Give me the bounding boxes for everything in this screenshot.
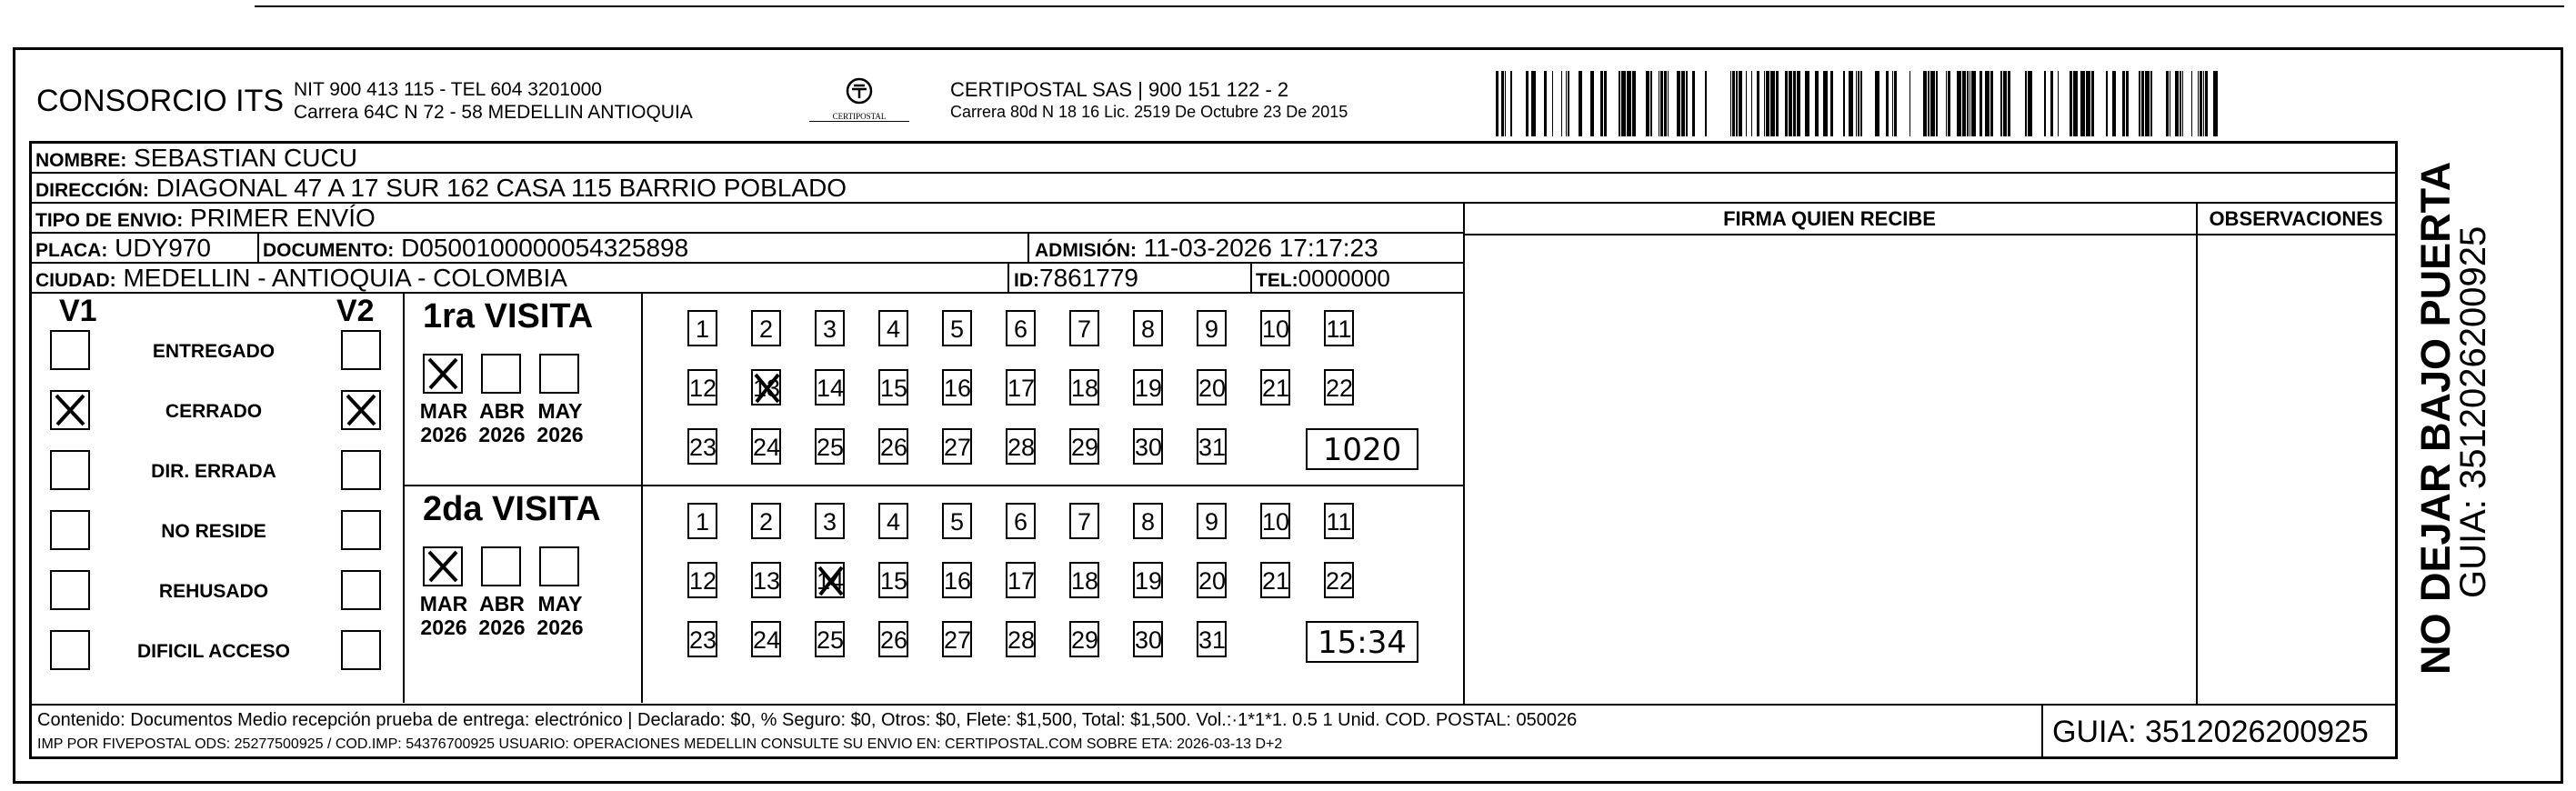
barcode-bar [1730, 71, 1731, 136]
direccion-value: DIAGONAL 47 A 17 SUR 162 CASA 115 BARRIO POBLADO [155, 174, 847, 202]
tel-label: TEL: [1256, 270, 1298, 291]
barcode-bar [2058, 71, 2059, 136]
status-area [32, 294, 1463, 703]
row-nombre [32, 144, 2396, 174]
day-box[interactable]: 7 [1069, 503, 1099, 539]
barcode-bar [1785, 71, 1788, 136]
barcode-bar [1928, 71, 1929, 136]
x-mark-icon [52, 392, 88, 428]
day-box[interactable]: 8 [1133, 503, 1163, 539]
barcode-bar [1692, 71, 1695, 136]
status-label: DIR. ERRADA [151, 461, 276, 482]
divider [1007, 264, 1009, 294]
day-box[interactable]: 27 [942, 621, 972, 657]
status-label: CERRADO [165, 401, 263, 422]
barcode-bar [2000, 71, 2002, 136]
barcode-bar [1757, 71, 1759, 136]
barcode-bar [1686, 71, 1688, 136]
divider [403, 485, 1463, 486]
day-box[interactable]: 19 [1133, 562, 1163, 598]
v2-checkbox[interactable] [341, 510, 381, 550]
month-year: 2026 [420, 616, 467, 639]
v2-label: V2 [336, 294, 375, 328]
month-year: 2026 [478, 616, 526, 639]
barcode-bar [1561, 71, 1562, 136]
day-box[interactable]: 2 [751, 503, 781, 539]
barcode-bar [1764, 71, 1765, 136]
barcode-bar [2145, 71, 2150, 136]
day-box[interactable]: 12 [687, 562, 717, 598]
barcode-bar [1967, 71, 1969, 136]
documento-value: D0500100000054325898 [401, 234, 689, 262]
company-address: Carrera 64C N 72 - 58 MEDELLIN ANTIOQUIA [294, 102, 693, 123]
day-box[interactable]: 1 [687, 310, 717, 346]
day-box[interactable]: 28 [1006, 428, 1036, 465]
day-box[interactable]: 9 [1197, 310, 1227, 346]
day-box[interactable]: 21 [1260, 369, 1290, 406]
tel-value: 0000000 [1298, 265, 1390, 292]
id-cell [1014, 264, 1138, 295]
barcode-bar [1930, 71, 1935, 136]
divider [641, 294, 643, 703]
x-mark-icon [425, 355, 461, 392]
logo-text: CERTIPOSTAL [809, 112, 909, 122]
day-box[interactable]: 30 [1133, 621, 1163, 657]
admision-label: ADMISIÓN: [1035, 240, 1137, 261]
barcode-bar [1531, 71, 1536, 136]
barcode-bar [2203, 71, 2204, 136]
nombre-label: NOMBRE: [35, 150, 127, 171]
month-checkbox[interactable] [481, 546, 521, 586]
id-label: ID: [1014, 270, 1039, 291]
month-checkbox[interactable] [481, 354, 521, 394]
day-box[interactable]: 26 [878, 428, 908, 465]
month-label [474, 592, 530, 639]
admision-value: 11-03-2026 17:17:23 [1143, 234, 1378, 262]
barcode-bar [1948, 71, 1950, 136]
month-label [532, 399, 588, 446]
barcode-bar [1980, 71, 1982, 136]
barcode-bar [1668, 71, 1669, 136]
barcode-bar [1797, 71, 1800, 136]
day-box[interactable]: 31 [1197, 621, 1227, 657]
barcode-bar [1946, 71, 1947, 136]
month-year: 2026 [420, 423, 467, 446]
day-box[interactable]: 29 [1069, 428, 1099, 465]
barcode-bar [1746, 71, 1747, 136]
barcode-bar [1501, 71, 1504, 136]
barcode-bar [1664, 71, 1667, 136]
day-box[interactable]: 21 [1260, 562, 1290, 598]
row-ciudad [32, 264, 1463, 294]
barcode-bar [1590, 71, 1594, 136]
barcode-bar [1646, 71, 1649, 136]
barcode-bar [2175, 71, 2179, 136]
day-box[interactable]: 11 [1324, 310, 1354, 346]
v2-checkbox[interactable] [341, 450, 381, 490]
ciudad-value: MEDELLIN - ANTIOQUIA - COLOMBIA [123, 264, 567, 292]
barcode-bar [1619, 71, 1620, 136]
day-box[interactable]: 13 [751, 562, 781, 598]
barcode-bar [2086, 71, 2090, 136]
month-year: 2026 [536, 423, 584, 446]
barcode-bar [2205, 71, 2208, 136]
barcode-bar [2180, 71, 2181, 136]
month-checkbox[interactable] [423, 546, 463, 586]
barcode-bar [2182, 71, 2183, 136]
observations-area[interactable] [2198, 235, 2396, 702]
divider [403, 294, 405, 703]
barcode-bar [2166, 71, 2169, 136]
barcode-bar [1600, 71, 1603, 136]
day-box[interactable]: 5 [942, 503, 972, 539]
id-value: 7861779 [1039, 264, 1139, 292]
barcode-bar [2050, 71, 2053, 136]
v1-checkbox[interactable] [50, 630, 90, 670]
day-box[interactable]: 4 [878, 310, 908, 346]
barcode-bar [2191, 71, 2192, 136]
x-mark-icon [425, 548, 461, 585]
barcode-bar [1776, 71, 1779, 136]
divider [1250, 264, 1252, 294]
day-box[interactable]: 12 [687, 369, 717, 406]
time-box[interactable]: 15:34 [1306, 621, 1418, 663]
day-box[interactable]: 25 [815, 428, 845, 465]
company-name: CONSORCIO ITS [36, 84, 285, 118]
month-name: MAR [419, 399, 468, 423]
visit-title: 1ra VISITA [423, 297, 594, 335]
barcode-bar [2080, 71, 2085, 136]
day-box[interactable]: 31 [1197, 428, 1227, 465]
side-guia: GUIA: 3512026200925 [2453, 225, 2493, 598]
tel-cell [1256, 264, 1390, 295]
ciudad-label: CIUDAD: [35, 270, 116, 291]
day-box[interactable]: 4 [878, 503, 908, 539]
barcode-bar [1751, 71, 1752, 136]
direccion-label: DIRECCIÓN: [35, 180, 149, 201]
documento-cell [263, 234, 688, 265]
status-label: REHUSADO [158, 581, 269, 602]
month-checkbox[interactable] [539, 546, 579, 586]
x-mark-icon [343, 392, 379, 428]
barcode-bar [1923, 71, 1927, 136]
placa-label: PLACA: [35, 240, 108, 261]
barcode-bar [1496, 71, 1498, 136]
barcode-bar [1990, 71, 1993, 136]
barcode-bar [1510, 71, 1512, 136]
barcode-bar [1681, 71, 1685, 136]
v1-checkbox[interactable] [50, 570, 90, 610]
barcode-bar [1909, 71, 1910, 136]
day-box[interactable]: 14 [815, 562, 845, 598]
footer-content: Contenido: Documentos Medio recepción prueba de entrega: electrónico | Declarado: $0, % Seguro: $0, Otros: $0, Flete: $1,500, Total: $1,500. Vol.:·1*1*1. 0.5 1 Unid. COD. POSTAL: 050026 [37, 710, 1578, 730]
v1-label: V1 [59, 294, 97, 328]
barcode-bar [1985, 71, 1990, 136]
barcode-bar [2141, 71, 2144, 136]
status-label: DIFICIL ACCESO [136, 641, 290, 662]
day-box[interactable]: 28 [1006, 621, 1036, 657]
carrier-info [950, 78, 1348, 124]
v1-checkbox[interactable] [50, 330, 90, 370]
barcode-bar [1632, 71, 1636, 136]
barcode-bar [2025, 71, 2027, 136]
barcode-bar [2003, 71, 2007, 136]
barcode-bar [2106, 71, 2108, 136]
barcode-bar [1886, 71, 1889, 136]
barcode-bar [1892, 71, 1893, 136]
barcode-bar [1660, 71, 1663, 136]
signature-area[interactable] [1465, 235, 2194, 702]
barcode-bar [1604, 71, 1607, 136]
x-mark-icon [753, 371, 781, 406]
day-box[interactable]: 3 [815, 503, 845, 539]
day-box[interactable]: 11 [1324, 503, 1354, 539]
v1-checkbox[interactable] [50, 510, 90, 550]
placa-value: UDY970 [115, 234, 211, 262]
month-year: 2026 [536, 616, 584, 639]
v2-checkbox[interactable] [341, 630, 381, 670]
observaciones-label: OBSERVACIONES [2209, 207, 2383, 230]
barcode-bar [2028, 71, 2032, 136]
day-box[interactable]: 1 [687, 503, 717, 539]
guide-form [29, 141, 2398, 759]
barcode-bar [1793, 71, 1796, 136]
month-name: ABR [479, 399, 525, 423]
divider [257, 234, 259, 264]
day-box[interactable]: 16 [942, 369, 972, 406]
barcode-bar [1936, 71, 1938, 136]
barcode-bar [2200, 71, 2202, 136]
barcode-bar [1526, 71, 1529, 136]
barcode-bar [1875, 71, 1879, 136]
day-box[interactable]: 17 [1006, 369, 1036, 406]
barcode-bar [1856, 71, 1857, 136]
barcode-bar [1858, 71, 1859, 136]
footer-imp: IMP POR FIVEPOSTAL ODS: 25277500925 / COD.IMP: 54376700925 USUARIO: OPERACIONES MEDELLIN CONSULTE SU ENVIO EN: CERTIPOSTAL.COM SOBRE ETA: 2026-03-13 D+2 [37, 736, 1283, 752]
day-box[interactable]: 13 [751, 369, 781, 406]
barcode-bar [1962, 71, 1966, 136]
day-box[interactable]: 20 [1197, 562, 1227, 598]
barcode-bar [1739, 71, 1742, 136]
barcode-bar [1860, 71, 1862, 136]
barcode-bar [2126, 71, 2129, 136]
barcode [1496, 71, 2223, 136]
day-box[interactable]: 18 [1069, 562, 1099, 598]
v2-checkbox[interactable] [341, 570, 381, 610]
barcode-bar [1544, 71, 1547, 136]
row-direccion [32, 174, 2396, 204]
month-name: MAY [537, 399, 583, 423]
barcode-bar [2139, 71, 2140, 136]
documento-label: DOCUMENTO: [263, 240, 395, 261]
barcode-bar [1849, 71, 1853, 136]
divider [2041, 704, 2043, 759]
barcode-bar [1843, 71, 1845, 136]
day-box[interactable]: 22 [1324, 369, 1354, 406]
barcode-bar [2073, 71, 2078, 136]
day-box[interactable]: 17 [1006, 562, 1036, 598]
day-box[interactable]: 25 [815, 621, 845, 657]
day-box[interactable]: 7 [1069, 310, 1099, 346]
barcode-bar [1621, 71, 1626, 136]
status-label: NO RESIDE [161, 521, 266, 542]
barcode-bar [1627, 71, 1631, 136]
barcode-bar [1579, 71, 1582, 136]
carrier-name: CERTIPOSTAL SAS | 900 151 122 - 2 [950, 78, 1289, 101]
month-checkbox[interactable] [423, 354, 463, 394]
divider [1027, 234, 1029, 264]
day-box[interactable]: 6 [1006, 310, 1036, 346]
barcode-bar [1505, 71, 1506, 136]
day-box[interactable]: 6 [1006, 503, 1036, 539]
day-box[interactable]: 20 [1197, 369, 1227, 406]
v1-checkbox[interactable] [50, 450, 90, 490]
day-box[interactable]: 14 [815, 369, 845, 406]
v2-checkbox[interactable] [341, 330, 381, 370]
month-label [416, 592, 472, 639]
barcode-bar [2213, 71, 2218, 136]
barcode-bar [1650, 71, 1652, 136]
admision-cell [1035, 234, 1378, 265]
barcode-bar [2091, 71, 2094, 136]
nombre-value: SEBASTIAN CUCU [134, 144, 357, 172]
day-box[interactable]: 23 [687, 428, 717, 465]
time-box[interactable]: 1020 [1306, 428, 1418, 470]
day-box[interactable]: 15 [878, 562, 908, 598]
barcode-bar [1677, 71, 1680, 136]
side-warning: NO DEJAR BAJO PUERTA [2412, 161, 2459, 675]
barcode-bar [2122, 71, 2125, 136]
tipo-label: TIPO DE ENVIO: [35, 210, 184, 231]
day-box[interactable]: 24 [751, 428, 781, 465]
top-rule [255, 5, 2564, 7]
carrier-address: Carrera 80d N 18 16 Lic. 2519 De Octubre 23 De 2015 [950, 103, 1348, 121]
day-box[interactable]: 26 [878, 621, 908, 657]
day-box[interactable]: 2 [751, 310, 781, 346]
day-box[interactable]: 9 [1197, 503, 1227, 539]
carrier-logo [809, 76, 909, 122]
v1-checkbox[interactable] [50, 390, 90, 430]
month-name: ABR [479, 592, 525, 616]
month-name: MAY [537, 592, 583, 616]
barcode-bar [2070, 71, 2072, 136]
barcode-bar [1957, 71, 1961, 136]
barcode-bar [1766, 71, 1769, 136]
month-checkbox[interactable] [539, 354, 579, 394]
barcode-bar [2112, 71, 2116, 136]
x-mark-icon [817, 564, 845, 598]
visit-title: 2da VISITA [423, 490, 601, 528]
barcode-bar [2044, 71, 2046, 136]
barcode-bar [1568, 71, 1569, 136]
row-tipo [32, 204, 1463, 234]
status-label: ENTREGADO [152, 341, 276, 362]
day-box[interactable]: 15 [878, 369, 908, 406]
barcode-bar [1736, 71, 1738, 136]
barcode-bar [1971, 71, 1976, 136]
day-box[interactable]: 16 [942, 562, 972, 598]
barcode-bar [1830, 71, 1833, 136]
company-info [294, 78, 693, 124]
barcode-bar [1823, 71, 1828, 136]
footer-guia: GUIA: 3512026200925 [2052, 715, 2369, 749]
firma-label: FIRMA QUIEN RECIBE [1723, 207, 1936, 230]
day-box[interactable]: 5 [942, 310, 972, 346]
barcode-bar [1552, 71, 1553, 136]
tipo-value: PRIMER ENVÍO [189, 204, 376, 232]
barcode-bar [1732, 71, 1735, 136]
barcode-bar [1566, 71, 1567, 136]
month-year: 2026 [478, 423, 526, 446]
month-label [474, 399, 530, 446]
carrier-logo-icon [841, 76, 877, 107]
day-box[interactable]: 8 [1133, 310, 1163, 346]
company-nit: NIT 900 413 115 - TEL 604 3201000 [294, 79, 602, 100]
day-box[interactable]: 23 [687, 621, 717, 657]
barcode-bar [1789, 71, 1792, 136]
barcode-bar [2008, 71, 2010, 136]
month-label [532, 592, 588, 639]
barcode-bar [1894, 71, 1897, 136]
barcode-bar [1705, 71, 1707, 136]
day-box[interactable]: 10 [1260, 503, 1290, 539]
v2-checkbox[interactable] [341, 390, 381, 430]
barcode-bar [1805, 71, 1809, 136]
day-box[interactable]: 22 [1324, 562, 1354, 598]
month-name: MAR [419, 592, 468, 616]
day-box[interactable]: 27 [942, 428, 972, 465]
barcode-bar [2150, 71, 2152, 136]
day-box[interactable]: 19 [1133, 369, 1163, 406]
barcode-bar [1770, 71, 1775, 136]
day-box[interactable]: 24 [751, 621, 781, 657]
month-label [416, 399, 472, 446]
barcode-bar [1815, 71, 1819, 136]
day-box[interactable]: 10 [1260, 310, 1290, 346]
day-box[interactable]: 3 [815, 310, 845, 346]
day-box[interactable]: 30 [1133, 428, 1163, 465]
day-box[interactable]: 18 [1069, 369, 1099, 406]
barcode-bar [2198, 71, 2199, 136]
day-box[interactable]: 29 [1069, 621, 1099, 657]
